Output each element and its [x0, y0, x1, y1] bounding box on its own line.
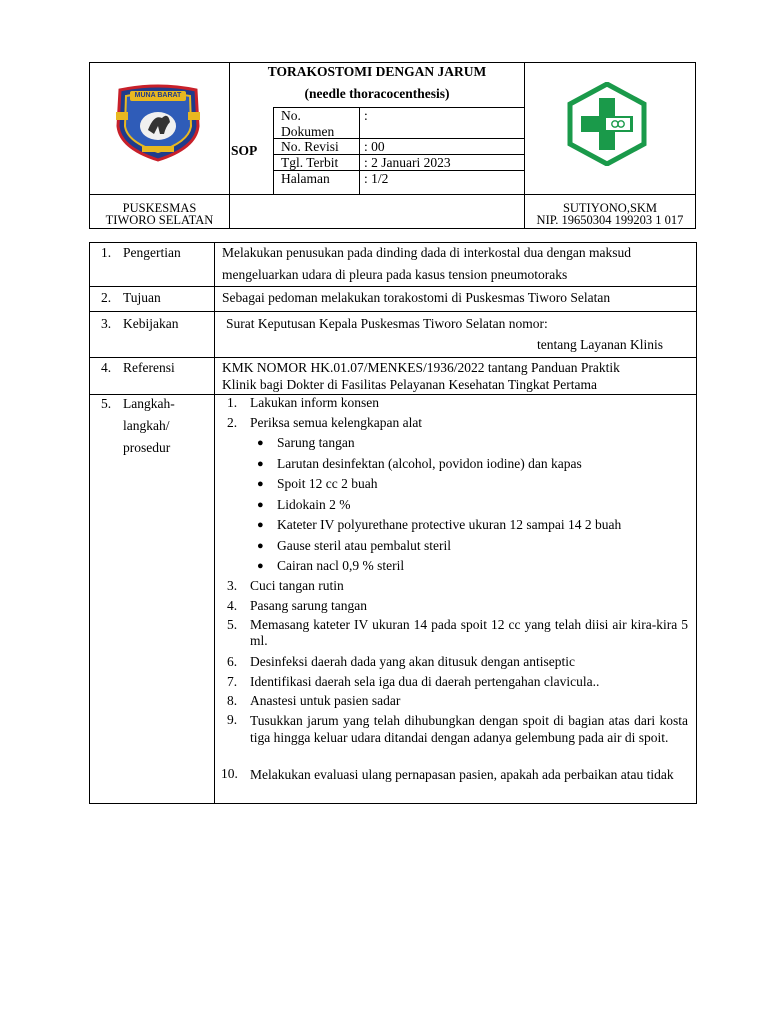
step-number: 4. — [227, 598, 238, 613]
step-text: Identifikasi daerah sela iga dua di daerah pertengahan clavicula.. — [250, 674, 600, 689]
equipment-item: Larutan desinfektan (alcohol, povidon iodine) dan kapas — [277, 456, 582, 471]
doc-field-label: No. Dokumen — [281, 108, 335, 139]
section-text: Sebagai pedoman melakukan torakostomi di Puskesmas Tiworo Selatan — [222, 290, 611, 305]
equipment-item: Gause steril atau pembalut steril — [277, 538, 451, 553]
emblem-banner — [130, 91, 186, 101]
bullet-icon: ● — [257, 560, 264, 572]
section-text: Melakukan penusukan pada dinding dada di interkostal dua dengan maksud — [222, 245, 632, 260]
bullet-icon: ● — [257, 540, 264, 552]
step-number: 2. — [227, 415, 238, 430]
section-label: Pengertian — [123, 245, 181, 260]
step-number: 3. — [227, 578, 238, 593]
section-text: Surat Keputusan Kepala Puskesmas Tiworo Selatan nomor: — [226, 316, 548, 331]
doc-field-value: : 2 Januari 2023 — [364, 155, 451, 170]
step-number: 7. — [227, 674, 238, 689]
step-text: Pasang sarung tangan — [250, 598, 367, 613]
bullet-icon: ● — [257, 437, 264, 449]
step-text: Memasang kateter IV ukuran 14 pada spoit 12 cc yang telah diisi air kira-kira 5 ml. — [250, 617, 688, 648]
bullet-icon: ● — [257, 478, 264, 490]
sop-label: SOP — [231, 143, 258, 158]
step-text: Desinfeksi daerah dada yang akan ditusuk dengan antiseptic — [250, 654, 576, 669]
step-text: Periksa semua kelengkapan alat — [250, 415, 423, 430]
doc-field-label: No. Revisi — [281, 139, 339, 154]
doc-field-label: Halaman — [281, 171, 330, 186]
equipment-item: Lidokain 2 % — [277, 497, 351, 512]
step-text: Cuci tangan rutin — [250, 578, 344, 593]
step-text: Lakukan inform konsen — [250, 395, 379, 410]
bullet-icon: ● — [257, 519, 264, 531]
step-number: 5. — [227, 617, 238, 632]
equipment-item: Sarung tangan — [277, 435, 355, 450]
page-subtitle: (needle thoracocenthesis) — [304, 86, 450, 101]
section-number: 1. — [101, 245, 112, 260]
step-text: Anastesi untuk pasien sadar — [250, 693, 401, 708]
step-number: 8. — [227, 693, 238, 708]
section-label: Langkah- — [123, 396, 175, 411]
doc-field-label: Tgl. Terbit — [281, 155, 339, 170]
step-number: 1. — [227, 395, 238, 410]
section-text: KMK NOMOR HK.01.07/MENKES/1936/2022 tantang Panduan Praktik — [222, 360, 620, 375]
section-number: 2. — [101, 290, 112, 305]
doc-field-value: : 00 — [364, 139, 385, 154]
section-text: tentang Layanan Klinis — [537, 337, 663, 352]
section-number: 4. — [101, 360, 112, 375]
section-text: mengeluarkan udara di pleura pada kasus tension pneumotoraks — [222, 267, 568, 282]
section-label: prosedur — [123, 440, 171, 455]
equipment-item: Kateter IV polyurethane protective ukuran 12 sampai 14 2 buah — [277, 517, 622, 532]
section-label: Tujuan — [123, 290, 161, 305]
page-title: TORAKOSTOMI DENGAN JARUM — [267, 64, 487, 79]
org-name-line1: PUSKESMAS — [122, 201, 197, 215]
section-number: 5. — [101, 396, 112, 411]
puskesmas-logo-icon — [566, 82, 648, 166]
signer-nip: NIP. 19650304 199203 1 017 — [536, 213, 684, 227]
step-number: 6. — [227, 654, 238, 669]
section-label: langkah/ — [123, 418, 170, 433]
signer-name: SUTIYONO,SKM — [562, 201, 658, 215]
doc-field-value: : — [364, 108, 368, 123]
step-number: 10. — [221, 766, 238, 781]
step-text: Tusukkan jarum yang telah dihubungkan dengan spoit di bagian atas dari kosta tiga hingga keluar udara ditandai dengan adanya gelembung pada air di spoit. — [250, 713, 688, 745]
section-label: Referensi — [123, 360, 175, 375]
step-number: 9. — [227, 712, 238, 727]
equipment-item: Cairan nacl 0,9 % steril — [277, 558, 405, 573]
muna-barat-emblem — [112, 82, 204, 162]
section-number: 3. — [101, 316, 112, 331]
doc-field-value: : 1/2 — [364, 171, 389, 186]
step-text: Melakukan evaluasi ulang pernapasan pasien, apakah ada perbaikan atau tidak — [250, 767, 674, 782]
section-label: Kebijakan — [123, 316, 179, 331]
emblem-banner-text: MUNA BARAT — [134, 92, 182, 99]
bullet-icon: ● — [257, 499, 264, 511]
section-text: Klinik bagi Dokter di Fasilitas Pelayanan Kesehatan Tingkat Pertama — [222, 377, 597, 392]
org-name-line2: TIWORO SELATAN — [105, 213, 214, 227]
bullet-icon: ● — [257, 458, 264, 470]
equipment-item: Spoit 12 cc 2 buah — [277, 476, 378, 491]
